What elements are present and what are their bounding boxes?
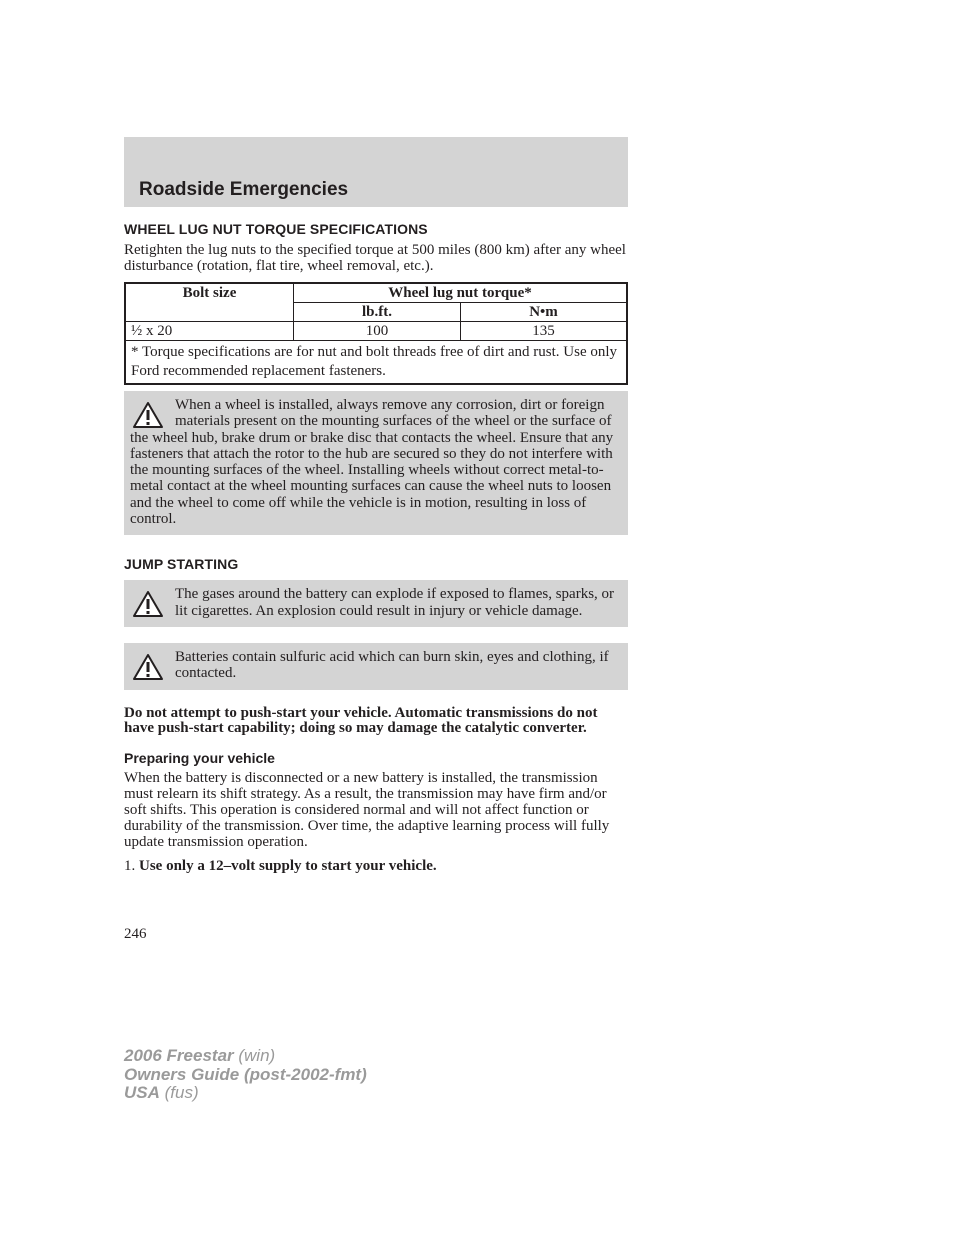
cell-lbft: 100: [294, 322, 461, 341]
step-text: Use only a 12–volt supply to start your vehicle.: [139, 857, 437, 874]
footer-market-code: (fus): [159, 1083, 199, 1102]
footer-model-code: (win): [233, 1046, 276, 1065]
warning-triangle-icon: [132, 590, 164, 618]
table-row: [125, 322, 627, 341]
preparing-body: When the battery is disconnected or a new battery is installed, the transmission must relearn its shift strategy. As a result, the transmission may have firm and/or soft shifts. This operation is considered normal and will not affect function or durability of the transmission. Over time, the adaptive learning process will fully update transmission operation.: [124, 769, 610, 850]
warning-text-wheel: When a wheel is installed, always remove any corrosion, dirt or foreign materials present on the mounting surfaces of the wheel or the surface of the wheel hub, brake drum or brake disc that contacts the wheel. Ensure that any fasteners that attach the rotor to the hub are secured so they do not interfere with the mounting surfaces of the wheel. Installing wheels without correct metal-to-metal contact at the wheel mounting surfaces can cause the wheel nuts to loosen and the wheel to come off while the vehicle is in motion, resulting in loss of control.: [130, 397, 614, 528]
lug-nut-heading: WHEEL LUG NUT TORQUE SPECIFICATIONS: [124, 221, 428, 237]
col-torque: Wheel lug nut torque*: [294, 283, 628, 303]
warning-box-gases: [124, 580, 628, 627]
col-bolt-size: Bolt size: [125, 283, 294, 322]
col-nm: N•m: [461, 303, 628, 322]
footer-model: 2006 Freestar: [124, 1046, 234, 1065]
col-lbft: lb.ft.: [294, 303, 461, 322]
torque-table: [124, 282, 628, 385]
preparing-heading: Preparing your vehicle: [124, 749, 275, 766]
footer-guide: Owners Guide (post-2002-fmt): [124, 1064, 367, 1084]
main-content: [124, 220, 628, 874]
cell-nm: 135: [461, 322, 628, 341]
step-1: [124, 858, 628, 874]
warning-box-wheel: [124, 391, 628, 535]
page-title: Roadside Emergencies: [139, 179, 349, 200]
warning-triangle-icon: [132, 401, 164, 429]
push-start-note: Do not attempt to push-start your vehicle. Automatic transmissions do not have push-start capability; doing so may damage the catalytic converter.: [124, 704, 598, 737]
table-footnote: * Torque specifications are for nut and bolt threads free of dirt and rust. Use only Ford recommended replacement fasteners.: [125, 341, 627, 385]
step-number: 1.: [124, 857, 136, 874]
footer-market: USA: [124, 1083, 160, 1102]
cell-bolt: ½ x 20: [125, 322, 294, 341]
warning-triangle-icon: [132, 653, 164, 681]
section-header-band: [124, 137, 628, 207]
jump-starting-heading: JUMP STARTING: [124, 556, 239, 573]
document-footer: [124, 1047, 367, 1103]
page-number: 246: [124, 926, 147, 942]
warning-box-acid: [124, 643, 628, 690]
warning-text-gases: The gases around the battery can explode if exposed to flames, sparks, or lit cigarettes. An explosion could result in injury or vehicle damage.: [175, 586, 615, 619]
lug-nut-intro: Retighten the lug nuts to the specified torque at 500 miles (800 km) after any wheel disturbance (rotation, flat tire, wheel removal, etc.).: [124, 242, 626, 274]
warning-text-acid: Batteries contain sulfuric acid which can burn skin, eyes and clothing, if contacted.: [175, 648, 609, 682]
